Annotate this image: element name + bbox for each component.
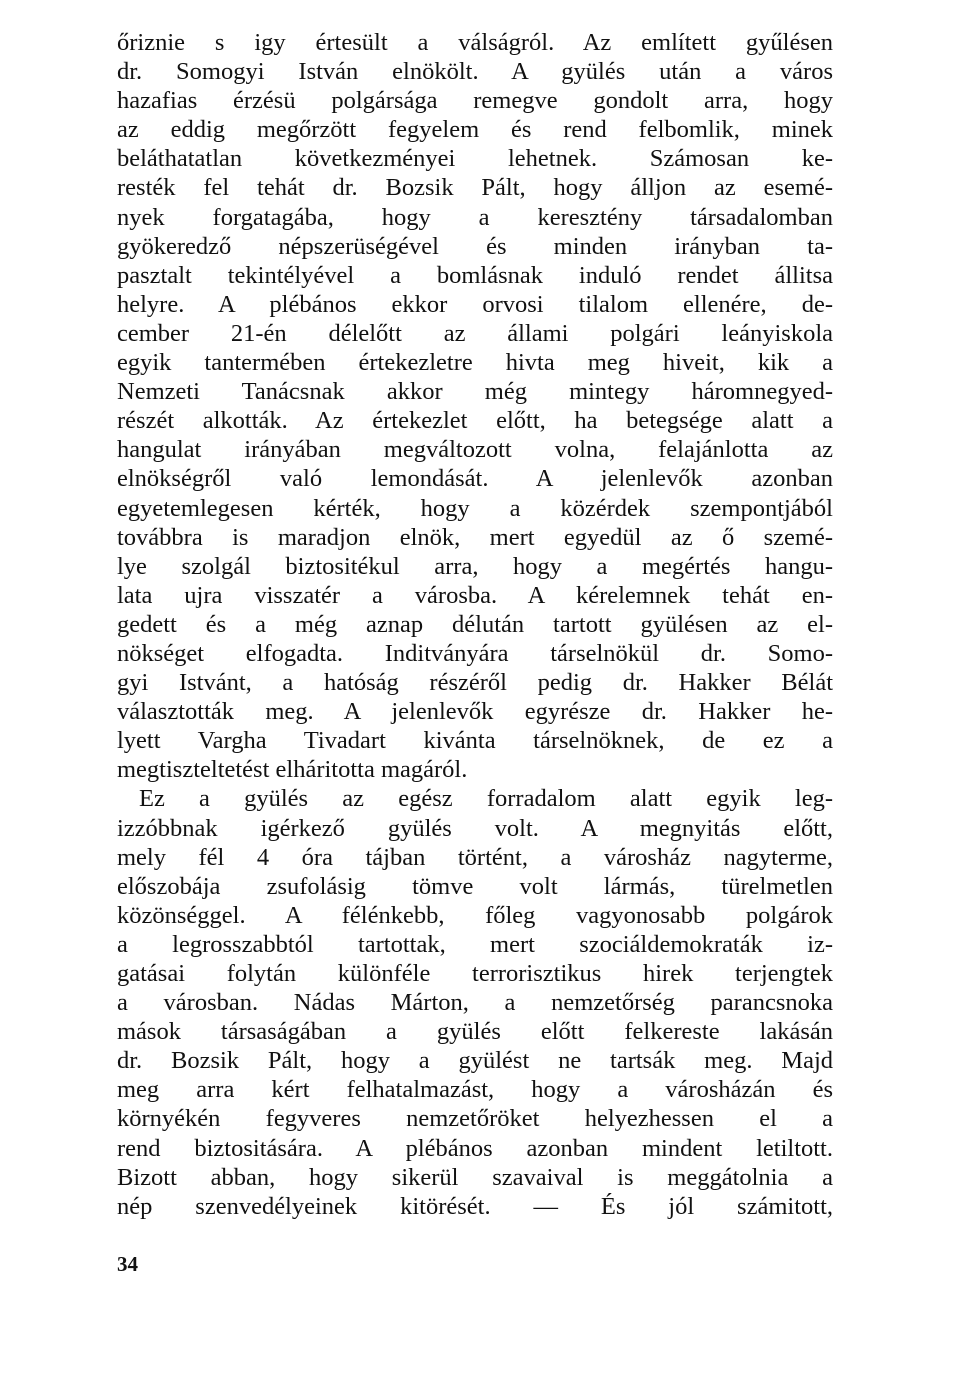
- text-line: a legrosszabbtól tartottak, mert szociáldemokraták iz-: [117, 930, 833, 958]
- text-line: Bizott abban, hogy sikerül szavaival is meggátolnia a: [117, 1163, 833, 1191]
- text-line: nép szenvedélyeinek kitörését. — És jól számitott,: [117, 1192, 833, 1220]
- text-line: izzóbbnak igérkező gyülés volt. A megnyitás előtt,: [117, 814, 833, 842]
- text-line: részét alkották. Az értekezlet előtt, ha betegsége alatt a: [117, 407, 833, 435]
- text-line: helyre. A plébános ekkor orvosi tilalom ellenére, de-: [117, 290, 833, 318]
- text-line: cember 21-én délelőtt az állami polgári leányiskola: [117, 319, 833, 347]
- text-line: mely fél 4 óra tájban történt, a városház nagyterme,: [117, 843, 833, 871]
- text-line: hazafias érzésü polgársága remegve gondolt arra, hogy: [117, 87, 833, 115]
- text-line: lata ujra visszatér a városba. A kérelemnek tehát en-: [117, 581, 833, 609]
- text-line: dr. Bozsik Pált, hogy a gyülést ne tartsák meg. Majd: [117, 1047, 833, 1075]
- text-line: hangulat irányában megváltozott volna, felajánlotta az: [117, 436, 833, 464]
- text-line: gyi Istvánt, a hatóság részéről pedig dr. Hakker Bélát: [117, 669, 833, 697]
- text-line: gedett és a még aznap délután tartott gyülésen az el-: [117, 610, 833, 638]
- text-line: Nemzeti Tanácsnak akkor még mintegy háromnegyed-: [117, 378, 833, 406]
- text-line: meg arra kért felhatalmazást, hogy a városházán és: [117, 1076, 833, 1104]
- text-line: resték fel tehát dr. Bozsik Pált, hogy álljon az esemé-: [117, 174, 833, 202]
- text-line: pasztalt tekintélyével a bomlásnak induló rendet állitsa: [117, 261, 833, 289]
- text-line: előszobája zsufolásig tömve volt lármás, türelmetlen: [117, 872, 833, 900]
- text-line: nyek forgatagába, hogy a keresztény társadalomban: [117, 203, 833, 231]
- text-line: egyik tantermében értekezletre hivta meg hiveit, kik a: [117, 349, 833, 377]
- text-line: a városban. Nádas Márton, a nemzetőrség parancsnoka: [117, 989, 833, 1017]
- text-line: nökséget elfogadta. Inditványára társelnökül dr. Somo-: [117, 639, 833, 667]
- text-line: közönséggel. A félénkebb, főleg vagyonosabb polgárok: [117, 901, 833, 929]
- text-line: elnökségről való lemondását. A jelenlevők azonban: [117, 465, 833, 493]
- text-line: lyett Vargha Tivadart kivánta társelnöknek, de ez a: [117, 727, 833, 755]
- text-line: beláthatatlan következményei lehetnek. Számosan ke-: [117, 145, 833, 173]
- page-number: 34: [117, 1252, 138, 1276]
- text-line: választották meg. A jelenlevők egyrésze dr. Hakker he-: [117, 698, 833, 726]
- text-line: őriznie s igy értesült a válságról. Az említett gyűlésen: [117, 29, 833, 56]
- text-line: mások társaságában a gyülés előtt felkereste lakásán: [117, 1018, 833, 1046]
- text-line: az eddig megőrzött fegyelem és rend felbomlik, minek: [117, 116, 833, 144]
- text-line: rend biztositására. A plébános azonban mindent letiltott.: [117, 1134, 833, 1162]
- text-line: gyökeredző népszerüségével és minden irányban ta-: [117, 232, 833, 260]
- text-line: lye szolgál biztositékul arra, hogy a megértés hangu-: [117, 552, 833, 580]
- text-line: dr. Somogyi István elnökölt. A gyülés után a város: [117, 58, 833, 86]
- text-line: továbbra is maradjon elnök, mert egyedül az ő szemé-: [117, 523, 833, 551]
- paragraph-start-line: Ez a gyülés az egész forradalom alatt egyik leg-: [139, 785, 833, 813]
- text-line: egyetemlegesen kérték, hogy a közérdek szempontjából: [117, 494, 833, 522]
- text-line: gatásai folytán különféle terrorisztikus hirek terjengtek: [117, 960, 833, 987]
- paragraph-end-line: megtiszteltetést elháritotta magáról.: [117, 756, 468, 784]
- text-line: környékén fegyveres nemzetőröket helyezhessen el a: [117, 1105, 833, 1133]
- body-text: [117, 28, 833, 1221]
